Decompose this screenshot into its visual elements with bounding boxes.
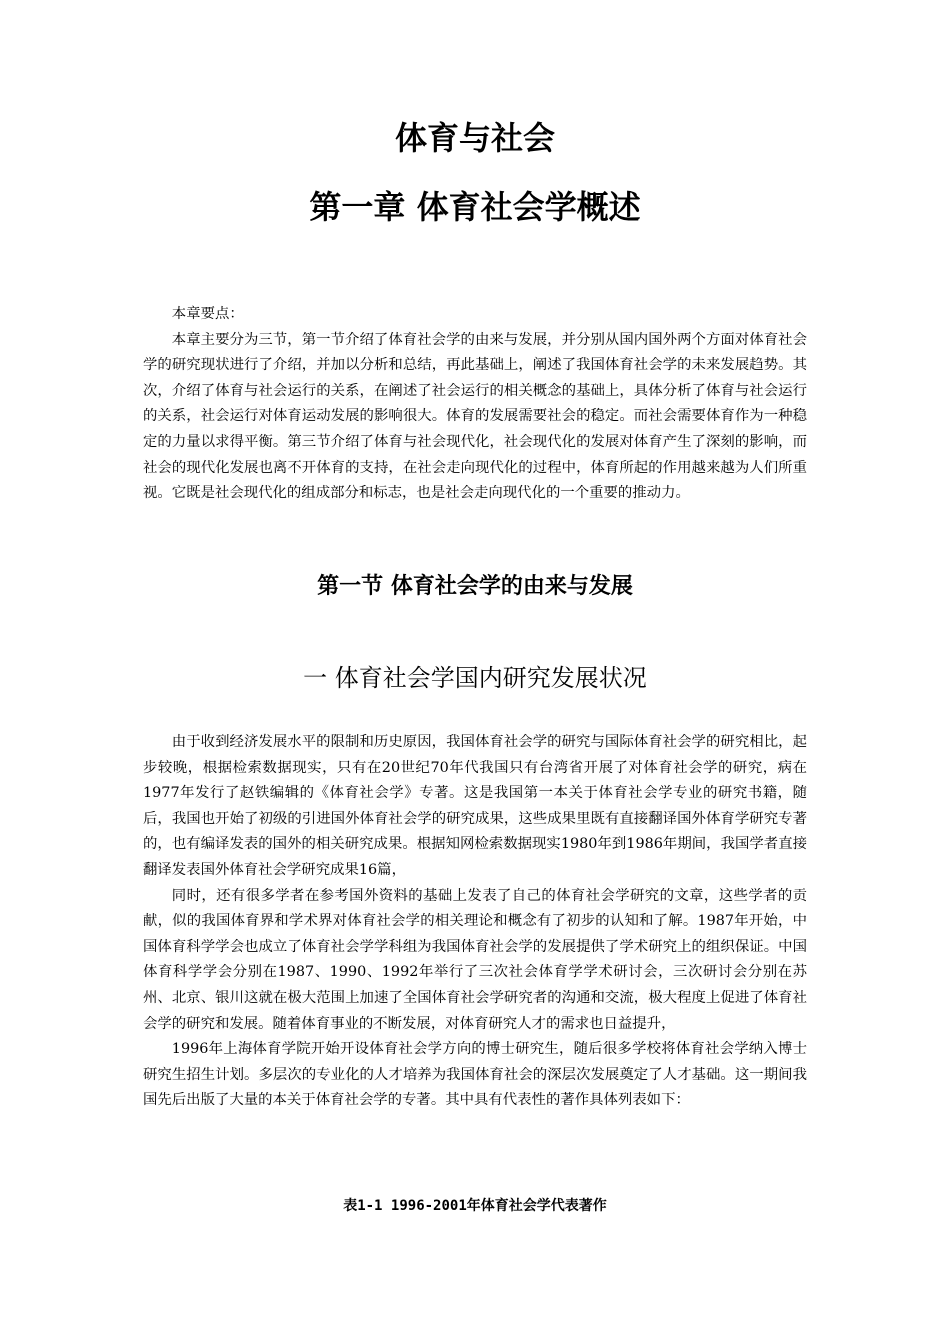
body-paragraph: 由于收到经济发展水平的限制和历史原因，我国体育社会学的研究与国际体育社会学的研究相比，起步较晚，根据检索数据现实，只有在20世纪70年代我国只有台湾省开展了对体育社会学的研究，病在1977年发行了赵铁编辑的《体育社会学》专著。这是我国第一本关于体育社会学专业的研究书籍，随后，我国也开始了初级的引进国外体育社会学的研究成果，这些成果里既有直接翻译国外体育学研究专著的，也有编译发表的国外的相关研究成果。根据知网检索数据现实1980年到1986年期间，我国学者直接翻译发表国外体育社会学研究成果16篇， <box>143 734 807 878</box>
subsection-title: 一 体育社会学国内研究发展状况 <box>303 664 647 692</box>
section-title: 第一节 体育社会学的由来与发展 <box>317 574 633 599</box>
chapter-summary <box>143 302 807 507</box>
body-paragraph: 1996年上海体育学院开始开设体育社会学方向的博士研究生，随后很多学校将体育社会学纳入博士研究生招生计划。多层次的专业化的人才培养为我国体育社会的深层次发展奠定了人才基础。这一期间我国先后出版了大量的本关于体育社会学的专著。其中具有代表性的著作具体列表如下： <box>143 1041 807 1109</box>
section-body <box>143 730 807 1114</box>
document-title: 体育与社会 <box>394 119 555 157</box>
summary-label: 本章要点： <box>171 306 244 322</box>
summary-text: 本章主要分为三节，第一节介绍了体育社会学的由来与发展，并分别从国内国外两个方面对体育社会学的研究现状进行了介绍，并加以分析和总结，再此基础上，阐述了我国体育社会学的未来发展趋势。其次，介绍了体育与社会运行的关系，在阐述了社会运行的相关概念的基础上，具体分析了体育与社会运行的关系，社会运行对体育运动发展的影响很大。体育的发展需要社会的稳定。而社会需要体育作为一种稳定的力量以求得平衡。第三节介绍了体育与社会现代化，社会现代化的发展对体育产生了深刻的影响，而社会的现代化发展也离不开体育的支持，在社会走向现代化的过程中，体育所起的作用越来越为人们所重视。它既是社会现代化的组成部分和标志，也是社会走向现代化的一个重要的推动力。 <box>143 331 807 502</box>
body-paragraph: 同时，还有很多学者在参考国外资料的基础上发表了自己的体育社会学研究的文章，这些学者的贡献，似的我国体育界和学术界对体育社会学的相关理论和概念有了初步的认知和了解。1987年开始，中国体育科学学会也成立了体育社会学学科组为我国体育社会学的发展提供了学术研究上的组织保证。中国体育科学学会分别在1987、1990、1992年举行了三次社会体育学学术研讨会，三次研讨会分别在苏州、北京、银川这就在极大范围上加速了全国体育社会学研究者的沟通和交流，极大程度上促进了体育社会学的研究和发展。随着体育事业的不断发展，对体育研究人才的需求也日益提升， <box>143 887 807 1032</box>
table-caption: 表1-1 1996-2001年体育社会学代表著作 <box>343 1198 607 1214</box>
chapter-title: 第一章 体育社会学概述 <box>309 188 641 226</box>
